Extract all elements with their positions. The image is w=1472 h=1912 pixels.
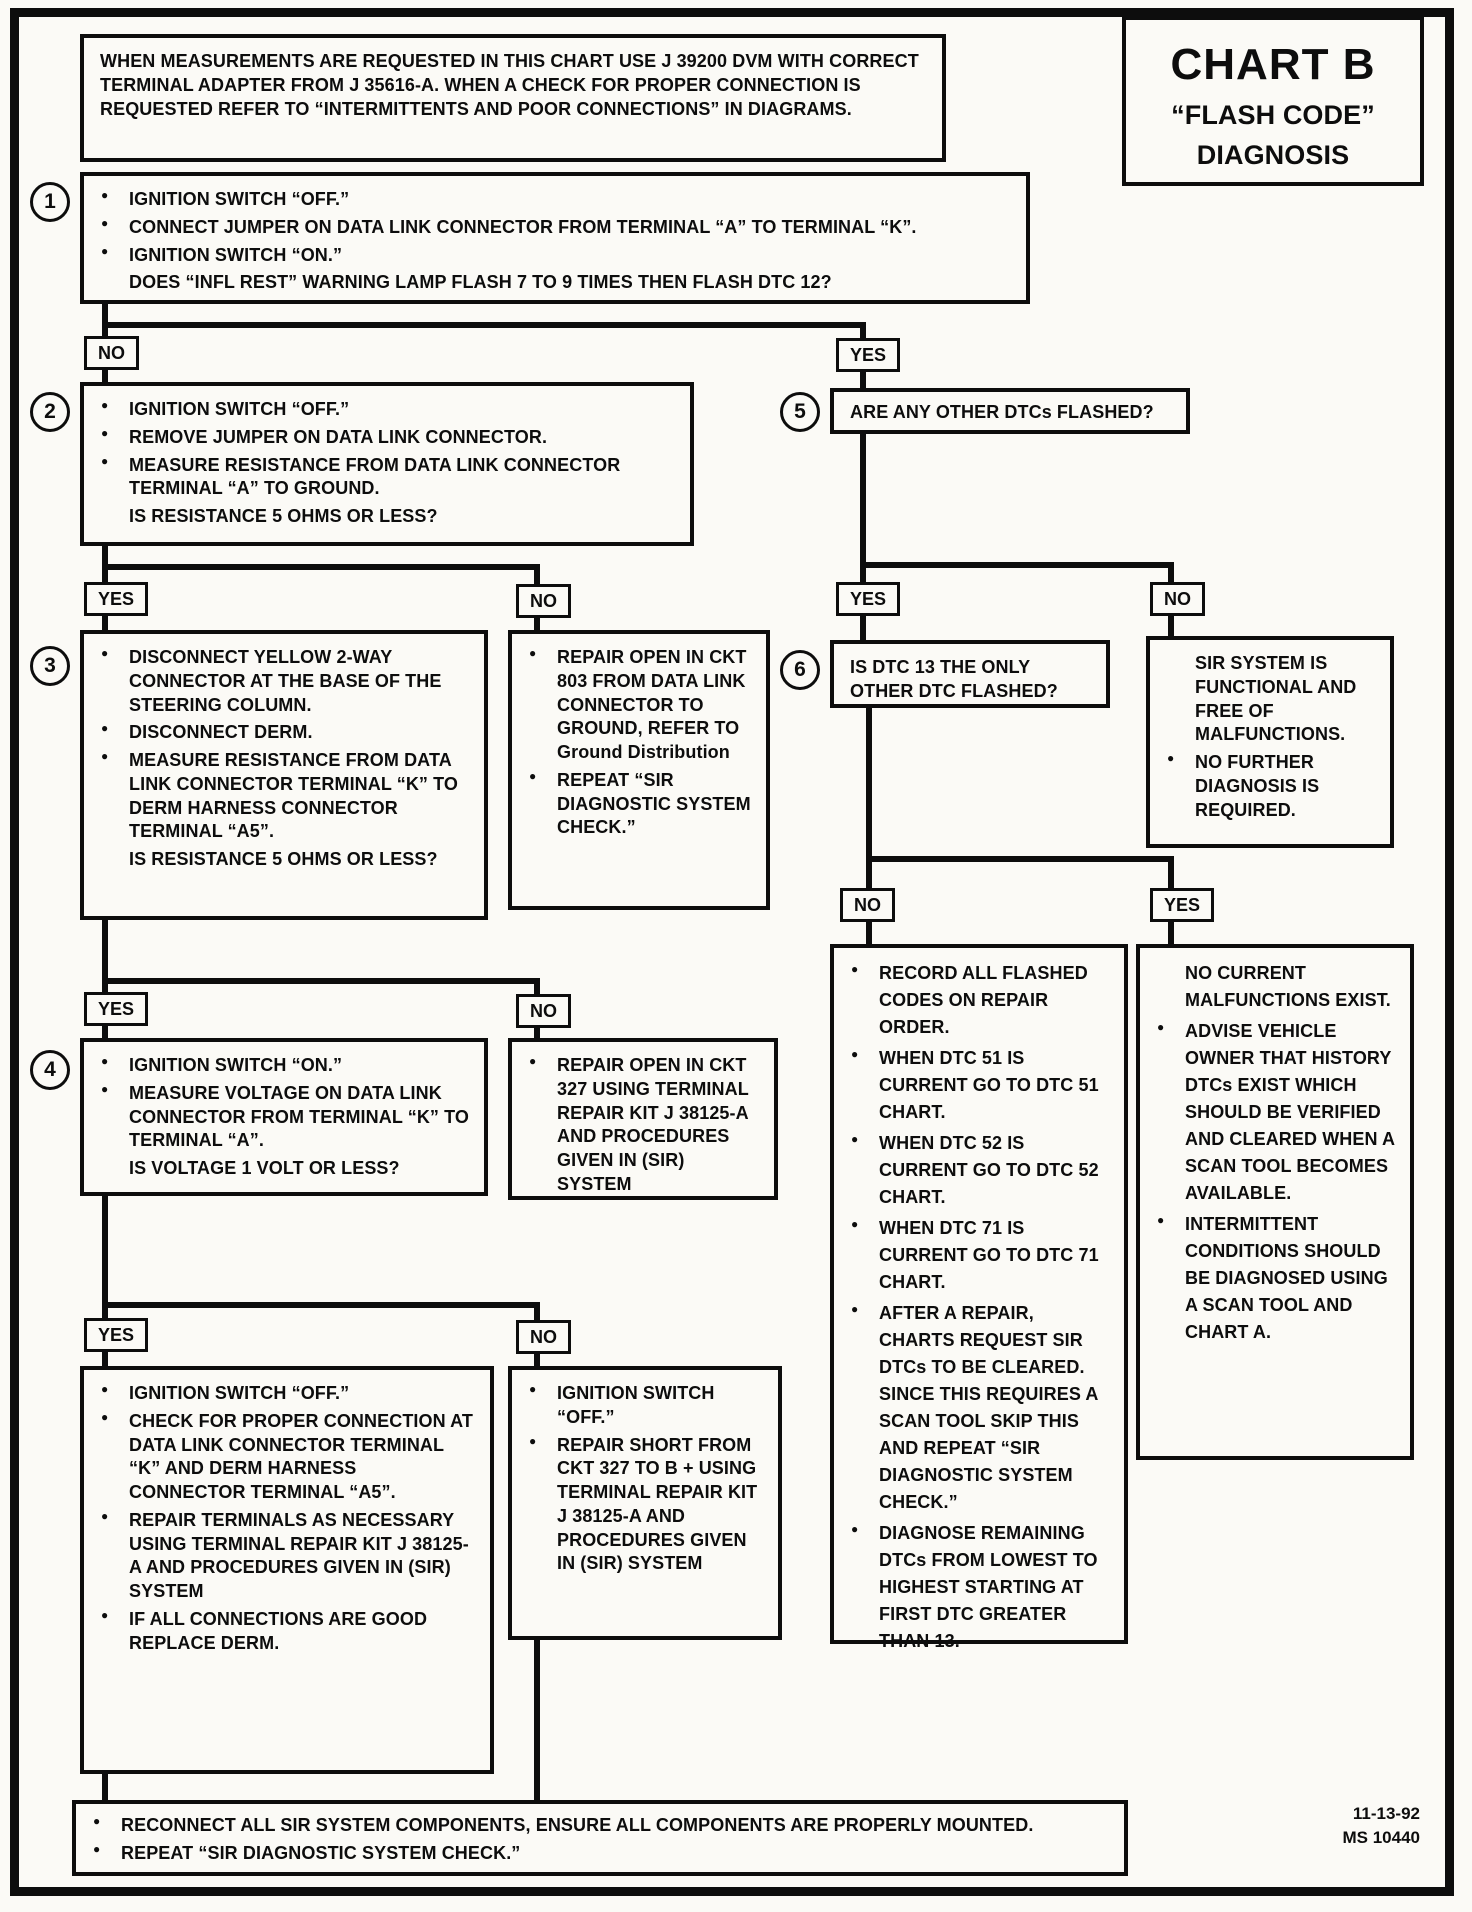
bullet-icon: ● <box>101 1508 109 1523</box>
step-question: IS DTC 13 THE ONLY OTHER DTC FLASHED? <box>850 657 1058 701</box>
connector-line <box>534 1302 540 1322</box>
item-text: CONNECT JUMPER ON DATA LINK CONNECTOR FROM TERMINAL “A” TO TERMINAL “K”. <box>129 216 917 237</box>
bullet-icon: ● <box>529 1433 537 1448</box>
decision-label-yes-5: YES <box>836 582 900 616</box>
record-codes-box <box>830 944 1128 1651</box>
check-connections-box <box>80 1366 494 1774</box>
list-item <box>88 1842 1112 1866</box>
step-1-box <box>80 172 1030 304</box>
item-text: REPAIR TERMINALS AS NECESSARY USING TERMINAL REPAIR KIT J 38125-A AND PROCEDURES GIVEN IN (SIR) SYSTEM <box>129 1509 469 1601</box>
decision-label-no-4: NO <box>516 1320 571 1354</box>
list-item <box>1162 652 1378 747</box>
bullet-icon: ● <box>101 721 109 736</box>
repair-short-box <box>508 1366 782 1640</box>
note-box <box>80 34 946 162</box>
bullet-icon: ● <box>101 1409 109 1424</box>
connector-line <box>102 322 866 328</box>
list-item <box>96 505 678 529</box>
bullet-icon: ● <box>1167 751 1175 765</box>
step-6-box <box>830 640 1110 708</box>
item-text: RECONNECT ALL SIR SYSTEM COMPONENTS, ENSURE ALL COMPONENTS ARE PROPERLY MOUNTED. <box>121 1815 1034 1835</box>
repair-ckt803-box <box>508 630 770 910</box>
bullet-icon: ● <box>851 1217 859 1231</box>
step-5-number: 5 <box>780 392 820 432</box>
bullet-icon: ● <box>101 749 109 763</box>
item-text: CHECK FOR PROPER CONNECTION AT DATA LINK CONNECTOR TERMINAL “K” AND DERM HARNESS CONNECTOR TERMINAL “A5”. <box>129 1410 474 1502</box>
list-item <box>96 1157 472 1181</box>
list-item <box>96 646 472 717</box>
bullet-icon <box>96 271 129 295</box>
item-text: IGNITION SWITCH “ON.” <box>129 1055 343 1075</box>
item-text: IGNITION SWITCH “ON.” <box>129 244 343 265</box>
item-text: WHEN DTC 52 IS CURRENT GO TO DTC 52 CHART. <box>879 1133 1099 1207</box>
list-item <box>96 1054 472 1078</box>
item-text: RECORD ALL FLASHED CODES ON REPAIR ORDER. <box>879 963 1088 1037</box>
item-text: DOES “INFL REST” WARNING LAMP FLASH 7 TO 9 TIMES THEN FLASH DTC 12? <box>129 272 832 293</box>
item-text: REPAIR OPEN IN CKT 803 FROM DATA LINK CONNECTOR TO GROUND, REFER TO Ground Distribution <box>557 647 747 762</box>
list-item <box>96 188 1014 212</box>
list-item <box>96 454 678 502</box>
bullet-icon <box>1152 960 1185 1014</box>
bullet-icon: ● <box>101 398 109 412</box>
step-1-number: 1 <box>30 182 70 222</box>
step-2-box <box>80 382 694 546</box>
bullet-icon: ● <box>93 1841 101 1856</box>
list-item <box>88 1814 1112 1838</box>
reconnect-box <box>72 1800 1128 1876</box>
decision-label-yes-3: YES <box>84 992 148 1026</box>
bullet-icon: ● <box>101 453 109 468</box>
chart-title: CHART B <box>1170 40 1376 89</box>
list-item <box>96 1509 478 1604</box>
list-item <box>524 1054 762 1197</box>
decision-label-no-6: NO <box>840 888 895 922</box>
bullet-icon: ● <box>101 243 109 258</box>
sir-functional-box <box>1146 636 1394 848</box>
list-item <box>96 426 678 450</box>
connector-line <box>866 708 872 890</box>
footer-doc-number: MS 10440 <box>1342 1827 1420 1847</box>
bullet-icon: ● <box>851 1302 859 1316</box>
step-3-box <box>80 630 488 920</box>
connector-line <box>860 616 866 642</box>
step-3-number: 3 <box>30 646 70 686</box>
step-2-number: 2 <box>30 392 70 432</box>
bullet-icon: ● <box>101 188 109 202</box>
item-text: REPEAT “SIR DIAGNOSTIC SYSTEM CHECK.” <box>557 769 751 838</box>
list-item <box>96 271 1014 295</box>
item-text: WHEN DTC 51 IS CURRENT GO TO DTC 51 CHART. <box>879 1048 1099 1122</box>
item-text: DISCONNECT YELLOW 2-WAY CONNECTOR AT THE BASE OF THE STEERING COLUMN. <box>129 647 442 715</box>
item-text: MEASURE VOLTAGE ON DATA LINK CONNECTOR FROM TERMINAL “K” TO TERMINAL “A”. <box>129 1082 469 1151</box>
item-text: REPAIR SHORT FROM CKT 327 TO B + USING TERMINAL REPAIR KIT J 38125-A AND PROCEDURES GIVEN IN (SIR) SYSTEM <box>557 1434 758 1574</box>
list-item <box>524 646 754 765</box>
item-text: REPAIR OPEN IN CKT 327 USING TERMINAL REPAIR KIT J 38125-A AND PROCEDURES GIVEN IN (SIR) SYSTEM <box>557 1055 749 1194</box>
item-text: NO CURRENT MALFUNCTIONS EXIST. <box>1185 963 1391 1010</box>
list-item <box>1162 751 1378 822</box>
connector-line <box>102 564 540 570</box>
step-5-box <box>830 388 1190 434</box>
list-item <box>846 1300 1112 1516</box>
item-text: IGNITION SWITCH “OFF.” <box>129 189 350 209</box>
list-item <box>846 1215 1112 1296</box>
chart-title-box <box>1122 16 1424 186</box>
decision-label-yes-2: YES <box>84 582 148 616</box>
bullet-icon <box>1162 652 1195 747</box>
list-item <box>96 398 678 422</box>
step-4-number: 4 <box>30 1050 70 1090</box>
bullet-icon <box>96 1157 129 1181</box>
bullet-icon: ● <box>529 646 537 660</box>
bullet-icon: ● <box>93 1814 101 1828</box>
connector-line <box>1168 922 1174 946</box>
list-item <box>524 1382 766 1430</box>
bullet-icon: ● <box>1157 1213 1165 1227</box>
bullet-icon: ● <box>101 215 109 230</box>
list-item <box>96 244 1014 268</box>
item-text: WHEN DTC 71 IS CURRENT GO TO DTC 71 CHART. <box>879 1218 1099 1292</box>
list-item <box>96 848 472 872</box>
list-item <box>96 1608 478 1656</box>
decision-label-no-2: NO <box>516 584 571 618</box>
decision-label-no-1: NO <box>84 336 139 370</box>
connector-line <box>866 922 872 946</box>
list-item <box>846 1130 1112 1211</box>
bullet-icon: ● <box>851 1132 859 1146</box>
decision-label-yes-4: YES <box>84 1318 148 1352</box>
bullet-icon: ● <box>1157 1020 1165 1034</box>
footer-date: 11-13-92 <box>1352 1804 1420 1823</box>
connector-line <box>534 1640 540 1802</box>
bullet-icon: ● <box>101 1081 109 1096</box>
list-item <box>524 769 754 840</box>
footer-block <box>1280 1802 1420 1850</box>
list-item <box>846 1520 1112 1655</box>
list-item <box>96 1410 478 1505</box>
list-item <box>846 1045 1112 1126</box>
bullet-icon: ● <box>101 1054 109 1068</box>
bullet-icon: ● <box>101 1607 109 1622</box>
step-4-box <box>80 1038 488 1196</box>
list-item <box>96 1082 472 1153</box>
no-current-malfunctions-box <box>1136 944 1414 1460</box>
item-text: REPEAT “SIR DIAGNOSTIC SYSTEM CHECK.” <box>121 1842 521 1863</box>
item-text: NO FURTHER DIAGNOSIS IS REQUIRED. <box>1195 752 1320 820</box>
list-item <box>1152 960 1398 1014</box>
chart-subtitle-line1: “FLASH CODE” <box>1171 100 1375 131</box>
item-text: SIR SYSTEM IS FUNCTIONAL AND FREE OF MALFUNCTIONS. <box>1195 653 1357 745</box>
bullet-icon <box>96 848 129 872</box>
decision-label-no-3: NO <box>516 994 571 1028</box>
connector-line <box>1168 562 1174 584</box>
step-6-number: 6 <box>780 650 820 690</box>
item-text: IGNITION SWITCH “OFF.” <box>557 1383 715 1427</box>
bullet-icon: ● <box>101 425 109 440</box>
list-item <box>1152 1018 1398 1207</box>
list-item <box>96 721 472 745</box>
bullet-icon: ● <box>529 1382 537 1396</box>
list-item <box>96 749 472 844</box>
list-item <box>96 1382 478 1406</box>
note-text: WHEN MEASUREMENTS ARE REQUESTED IN THIS CHART USE J 39200 DVM WITH CORRECT TERMINAL ADAPTER FROM J 35616-A. WHEN A CHECK FOR PROPER CONNECTION IS REQUESTED REFER TO “INTERMITTENTS AND POOR CONNECTIONS” IN DIAGRAMS. <box>100 51 919 119</box>
decision-label-yes-1: YES <box>836 338 900 372</box>
item-text: IGNITION SWITCH “OFF.” <box>129 1383 350 1403</box>
list-item <box>846 960 1112 1041</box>
connector-line <box>102 978 540 984</box>
item-text: AFTER A REPAIR, CHARTS REQUEST SIR DTCs TO BE CLEARED. SINCE THIS REQUIRES A SCAN TOOL SKIP THIS AND REPEAT “SIR DIAGNOSTIC SYSTEM CHECK.” <box>879 1303 1098 1512</box>
item-text: IF ALL CONNECTIONS ARE GOOD REPLACE DERM. <box>129 1608 428 1653</box>
decision-label-no-5: NO <box>1150 582 1205 616</box>
bullet-icon: ● <box>101 646 109 660</box>
item-text: REMOVE JUMPER ON DATA LINK CONNECTOR. <box>129 426 548 447</box>
item-text: MEASURE RESISTANCE FROM DATA LINK CONNECTOR TERMINAL “A” TO GROUND. <box>129 454 621 499</box>
bullet-icon: ● <box>529 768 537 783</box>
item-text: IS RESISTANCE 5 OHMS OR LESS? <box>129 849 438 869</box>
connector-line <box>860 562 1174 568</box>
repair-ckt327-box <box>508 1038 778 1200</box>
bullet-icon: ● <box>851 1522 859 1536</box>
connector-line <box>866 856 1174 862</box>
connector-line <box>534 564 540 586</box>
bullet-icon <box>96 505 129 529</box>
list-item <box>524 1434 766 1577</box>
bullet-icon: ● <box>101 1382 109 1396</box>
connector-line <box>1168 856 1174 890</box>
bullet-icon: ● <box>529 1054 537 1068</box>
connector-line <box>1168 616 1174 638</box>
connector-line <box>102 1302 540 1308</box>
item-text: DISCONNECT DERM. <box>129 722 313 743</box>
item-text: IS RESISTANCE 5 OHMS OR LESS? <box>129 506 438 526</box>
chart-subtitle-line2: DIAGNOSIS <box>1196 139 1350 170</box>
bullet-icon: ● <box>851 1047 859 1061</box>
item-text: ADVISE VEHICLE OWNER THAT HISTORY DTCs EXIST WHICH SHOULD BE VERIFIED AND CLEARED WHEN A SCAN TOOL BECOMES AVAILABLE. <box>1185 1021 1395 1203</box>
list-item <box>1152 1211 1398 1346</box>
bullet-icon: ● <box>851 962 859 976</box>
decision-label-yes-6: YES <box>1150 888 1214 922</box>
item-text: INTERMITTENT CONDITIONS SHOULD BE DIAGNOSED USING A SCAN TOOL AND CHART A. <box>1185 1214 1388 1342</box>
item-text: IGNITION SWITCH “OFF.” <box>129 399 350 419</box>
item-text: MEASURE RESISTANCE FROM DATA LINK CONNECTOR TERMINAL “K” TO DERM HARNESS CONNECTOR TERMINAL “A5”. <box>129 750 459 842</box>
item-text: IS VOLTAGE 1 VOLT OR LESS? <box>129 1158 400 1178</box>
list-item <box>96 216 1014 240</box>
connector-line <box>102 1774 108 1802</box>
step-question: ARE ANY OTHER DTCs FLASHED? <box>850 402 1154 422</box>
item-text: DIAGNOSE REMAINING DTCs FROM LOWEST TO HIGHEST STARTING AT FIRST DTC GREATER THAN 13. <box>879 1523 1098 1651</box>
